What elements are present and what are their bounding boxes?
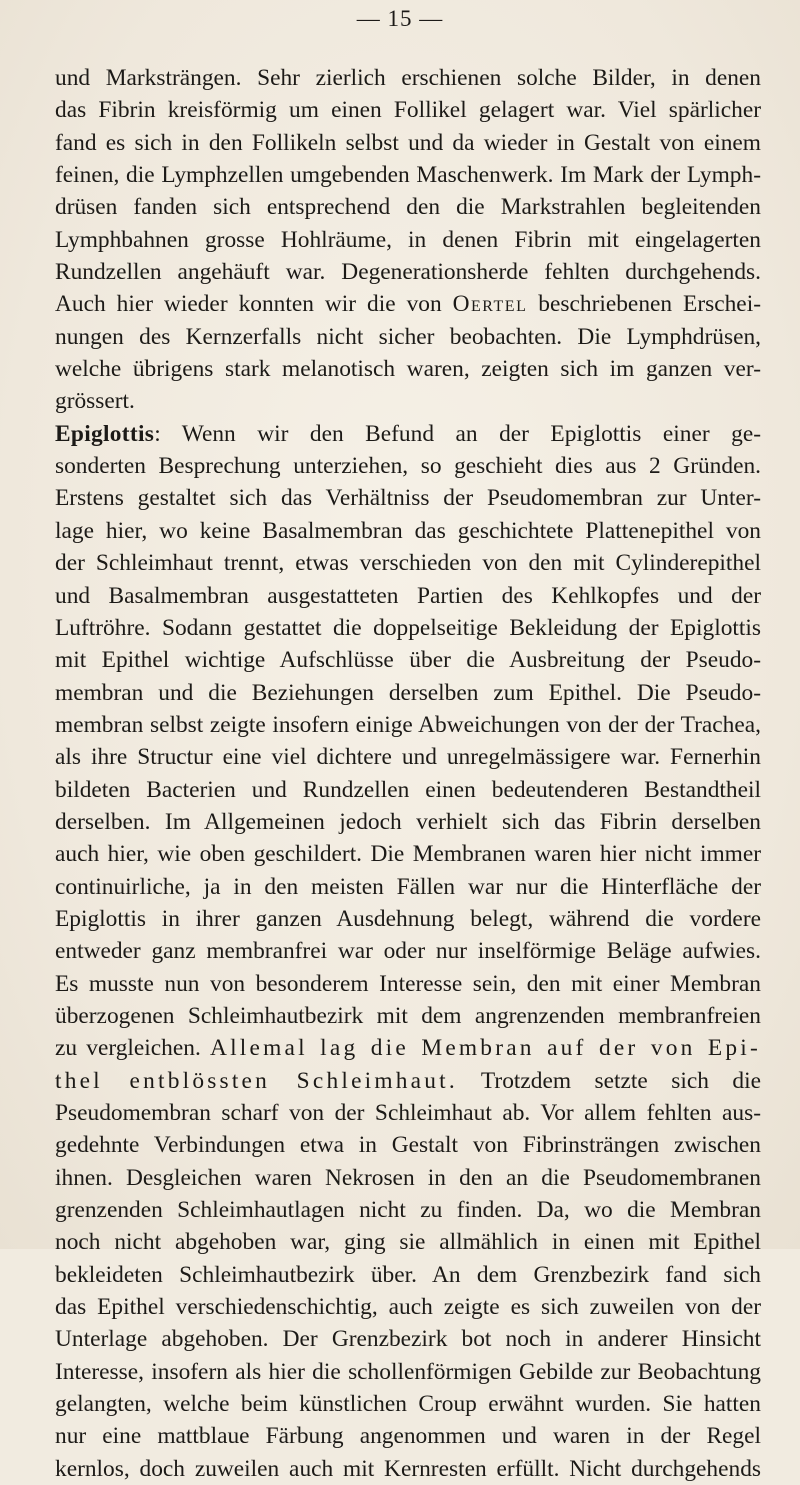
- text-run: Interesse, insofern als hier die schollenförmigen Gebilde zur Beobachtung: [55, 1358, 761, 1385]
- text-line: [55, 612, 761, 644]
- text-line: [55, 1259, 761, 1291]
- text-line: [55, 418, 761, 450]
- text-line: [55, 644, 761, 676]
- text-line: [55, 774, 761, 806]
- text-run: entweder ganz membranfrei war oder nur inselförmige Beläge aufwies.: [55, 938, 761, 965]
- text-line: [55, 1129, 761, 1161]
- text-run: derselben. Im Allgemeinen jedoch verhielt sich das Fibrin derselben: [55, 808, 761, 835]
- text-run: das Epithel verschiedenschichtig, auch zeigte es sich zuweilen von der: [55, 1294, 761, 1321]
- text-run: sonderten Besprechung unterziehen, so geschieht dies aus 2 Gründen.: [55, 453, 761, 480]
- text-line: [55, 1065, 761, 1097]
- text-line: [55, 94, 761, 126]
- emphasized-text: Allemal lag die Membran auf der von Epi-: [210, 1035, 761, 1062]
- text-line: [55, 935, 761, 967]
- text-line: [55, 1162, 761, 1194]
- text-run: grössert.: [55, 388, 135, 415]
- text-run: membran und die Beziehungen derselben zum Epithel. Die Pseudo-: [55, 679, 761, 706]
- text-line: [55, 1291, 761, 1323]
- text-run: gedehnte Verbindungen etwa in Gestalt von Fibrinsträngen zwischen: [55, 1132, 761, 1159]
- text-run: membran selbst zeigte insofern einige Abweichungen von der der Trachea,: [55, 711, 761, 738]
- text-run: welche übrigens stark melanotisch waren, zeigten sich im ganzen ver-: [55, 356, 761, 383]
- emphasized-text: thel entblössten Schleimhaut.: [55, 1067, 458, 1094]
- text-line: [55, 1194, 761, 1226]
- text-line: [55, 1323, 761, 1355]
- text-run: feinen, die Lymphzellen umgebenden Maschenwerk. Im Mark der Lymph-: [55, 162, 761, 189]
- text-line: [55, 191, 761, 223]
- text-line: [55, 1226, 761, 1258]
- text-run: : Wenn wir den Befund an der Epiglottis einer ge-: [154, 420, 761, 447]
- text-run: continuirliche, ja in den meisten Fällen war nur die Hinterfläche der: [55, 873, 761, 900]
- author-name: Oertel: [452, 291, 528, 318]
- text-run: nur eine mattblaue Färbung angenommen und waren in der Regel: [55, 1423, 761, 1450]
- text-line: [55, 1097, 761, 1129]
- text-run: kernlos, doch zuweilen auch mit Kernresten erfüllt. Nicht durchgehends: [55, 1455, 761, 1482]
- text-run: Erstens gestaltet sich das Verhältniss der Pseudomembran zur Unter-: [55, 485, 761, 512]
- text-run: bekleideten Schleimhautbezirk über. An dem Grenzbezirk fand sich: [55, 1261, 761, 1288]
- text-run: der Schleimhaut trennt, etwas verschieden von den mit Cylinderepithel: [55, 550, 761, 577]
- text-run: auch hier, wie oben geschildert. Die Membranen waren hier nicht immer: [55, 841, 761, 868]
- text-line: [55, 450, 761, 482]
- text-line: [55, 353, 761, 385]
- text-line: [55, 741, 761, 773]
- text-run: ihnen. Desgleichen waren Nekrosen in den an die Pseudomembranen: [55, 1164, 761, 1191]
- text-line: [55, 515, 761, 547]
- text-run: lage hier, wo keine Basalmembran das geschichtete Plattenepithel von: [55, 517, 761, 544]
- text-run: grenzenden Schleimhautlagen nicht zu finden. Da, wo die Membran: [55, 1197, 761, 1224]
- text-line: [55, 677, 761, 709]
- text-run: überzogenen Schleimhautbezirk mit dem angrenzenden membranfreien: [55, 1002, 761, 1029]
- text-run: bildeten Bacterien und Rundzellen einen bedeutenderen Bestandtheil: [55, 776, 761, 803]
- text-run: das Fibrin kreisförmig um einen Follikel gelagert war. Viel spärlicher: [55, 97, 761, 124]
- text-line: [55, 806, 761, 838]
- text-line: [55, 1000, 761, 1032]
- text-line: [55, 903, 761, 935]
- text-line: [55, 256, 761, 288]
- text-line: [55, 482, 761, 514]
- text-run: als ihre Structur eine viel dichtere und unregelmässigere war. Fernerhin: [55, 744, 761, 771]
- text-line: [55, 127, 761, 159]
- text-run: Trotzdem setzte sich die: [457, 1067, 761, 1094]
- text-line: [55, 224, 761, 256]
- body-text: [55, 62, 761, 1485]
- text-line: [55, 62, 761, 94]
- text-line: [55, 968, 761, 1000]
- text-line: [55, 1388, 761, 1420]
- text-line: [55, 321, 761, 353]
- text-run: beschriebenen Erschei-: [527, 291, 761, 318]
- text-run: Epiglottis in ihrer ganzen Ausdehnung belegt, während die vordere: [55, 905, 761, 932]
- text-run: Auch hier wieder konnten wir die von: [55, 291, 453, 318]
- text-line: [55, 1032, 761, 1064]
- text-run: Lymphbahnen grosse Hohlräume, in denen Fibrin mit eingelagerten: [55, 226, 761, 253]
- text-run: mit Epithel wichtige Aufschlüsse über die Ausbreitung der Pseudo-: [55, 647, 761, 674]
- text-line: [55, 1420, 761, 1452]
- text-run: fand es sich in den Follikeln selbst und da wieder in Gestalt von einem: [55, 129, 761, 156]
- text-line: [55, 385, 761, 417]
- section-keyword: Epiglottis: [55, 420, 155, 447]
- text-line: [55, 159, 761, 191]
- text-line: [55, 709, 761, 741]
- text-run: Es musste nun von besonderem Interesse sein, den mit einer Membran: [55, 970, 761, 997]
- text-run: und Basalmembran ausgestatteten Partien des Kehlkopfes und der: [55, 582, 761, 609]
- text-line: [55, 288, 761, 320]
- text-run: nungen des Kernzerfalls nicht sicher beobachten. Die Lymphdrüsen,: [55, 323, 761, 350]
- text-line: [55, 580, 761, 612]
- page-number: — 15 —: [356, 6, 444, 31]
- text-run: noch nicht abgehoben war, ging sie allmählich in einen mit Epithel: [55, 1229, 761, 1256]
- text-line: [55, 1453, 761, 1485]
- text-run: drüsen fanden sich entsprechend den die Markstrahlen begleitenden: [55, 194, 761, 221]
- text-line: [55, 871, 761, 903]
- text-run: Rundzellen angehäuft war. Degenerationsherde fehlten durchgehends.: [55, 259, 761, 286]
- text-run: gelangten, welche beim künstlichen Croup erwähnt wurden. Sie hatten: [55, 1391, 761, 1418]
- text-run: Luftröhre. Sodann gestattet die doppelseitige Bekleidung der Epiglottis: [55, 614, 761, 641]
- text-run: Unterlage abgehoben. Der Grenzbezirk bot noch in anderer Hinsicht: [55, 1326, 761, 1353]
- text-line: [55, 1356, 761, 1388]
- text-run: und Marksträngen. Sehr zierlich erschienen solche Bilder, in denen: [55, 65, 761, 91]
- text-line: [55, 838, 761, 870]
- text-run: zu vergleichen.: [55, 1035, 211, 1062]
- text-run: Pseudomembran scharf von der Schleimhaut ab. Vor allem fehlten aus-: [55, 1100, 761, 1126]
- text-line: [55, 547, 761, 579]
